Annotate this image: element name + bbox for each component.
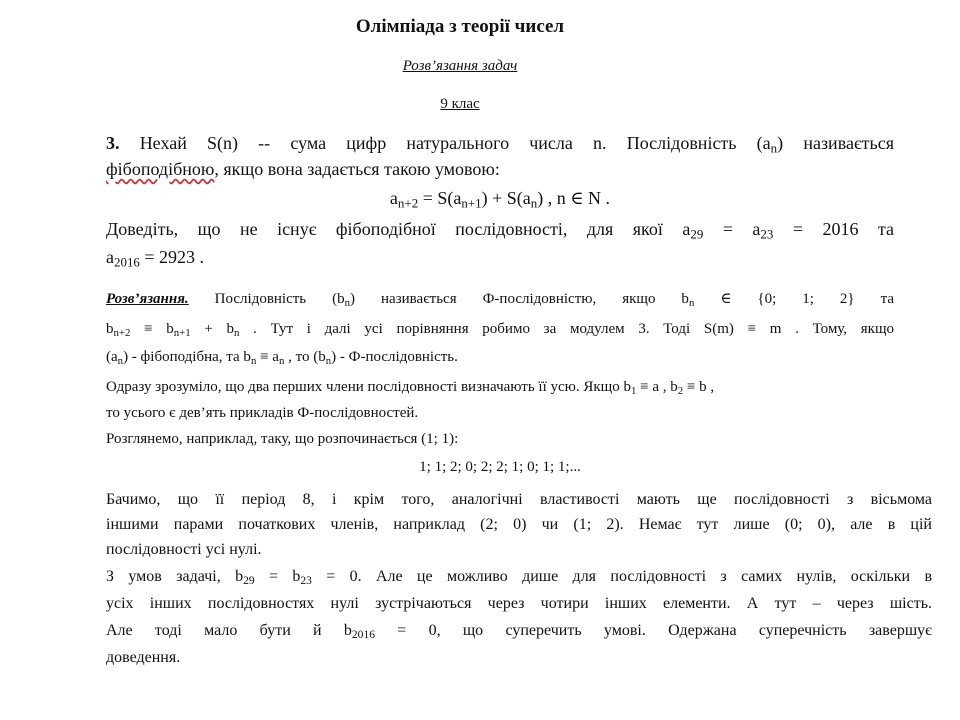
problem-statement xyxy=(106,130,894,268)
solution-line-3: $(a_n)$ - фібоподібна, та $b_n \equiv a_n$ , то $(b_n)$ - Ф-послідовність. xyxy=(106,349,458,368)
solution-section xyxy=(106,288,894,478)
problem-line-5: $a_{2016} = 2923$ . xyxy=(106,247,205,270)
grade-label: 9 клас xyxy=(440,96,480,112)
conclusion-line-4: З умов задачі, $b_{29} = b_{23} = 0$. Але це можливо дише для послідовності з самих нулів, оскільки в xyxy=(106,568,932,588)
solution-line-1: Розв’язання. Послідовність $(b_n)$ називається Ф-послідовністю, якщо $b_n$ ∈ {0; 1; 2} та xyxy=(106,291,894,310)
sequence-example: 1; 1; 2; 0; 2; 2; 1; 0; 1; 1;... xyxy=(419,459,581,475)
problem-line-2: фібоподібною, якщо вона задається такою умовою: xyxy=(106,159,500,179)
conclusion-section xyxy=(106,488,932,670)
conclusion-line-2: іншими парами початкових членів, наприклад (2; 0) чи (1; 2). Немає тут лише (0; 0), але в цій xyxy=(106,516,932,533)
problem-number: 3. xyxy=(106,133,120,153)
page-title: Олімпіада з теорії чисел xyxy=(355,16,565,37)
conclusion-line-3: послідовності усі нулі. xyxy=(106,541,262,558)
solution-label: Розв’язання. xyxy=(106,291,189,307)
problem-line-1: 3. Нехай S(n) -- сума цифр натурального числа n. Послідовність $(a_n)$ називається xyxy=(106,133,895,156)
conclusion-line-1: Бачимо, що її період 8, і крім того, аналогічні властивості мають ще послідовності з вісьмома xyxy=(106,491,932,508)
problem-line-4: Доведіть, що не існує фібоподібної послідовності, для якої $a_{29} = a_{23} = 2016$ та xyxy=(106,219,895,242)
solution-line-2: $b_{n+2} \equiv b_{n+1} + b_n$ . Тут і далі усі порівняння робимо за модулем 3. Тоді S(m) ≡ m . Тому, якщо xyxy=(106,321,894,340)
solution-line-6: Розглянемо, наприклад, таку, що розпочинається (1; 1): xyxy=(106,431,459,447)
problem-formula: $a_{n+2} = S(a_{n+1}) + S(a_n)$ , n ∈ N . xyxy=(389,188,611,211)
solution-line-4: Одразу зрозуміло, що два перших члени послідовності визначають її усю. Якщо $b_1 \equiv a$ , $b_2 \equiv b$ , xyxy=(106,379,715,398)
page-subtitle: Розв’язання задач xyxy=(402,58,518,74)
conclusion-line-6: Але тоді мало бути й $b_{2016} = 0$, що суперечить умові. Одержана суперечність завершує xyxy=(106,622,933,642)
spellcheck-word: фібоподібною xyxy=(106,159,215,179)
conclusion-line-5: усіх інших послідовностях нулі зустрічаються через чотири інших елементи. А тут – через шість. xyxy=(106,595,932,612)
solution-line-5: то усього є дев’ять прикладів Ф-послідовностей. xyxy=(106,405,419,421)
conclusion-line-7: доведення. xyxy=(106,649,181,666)
